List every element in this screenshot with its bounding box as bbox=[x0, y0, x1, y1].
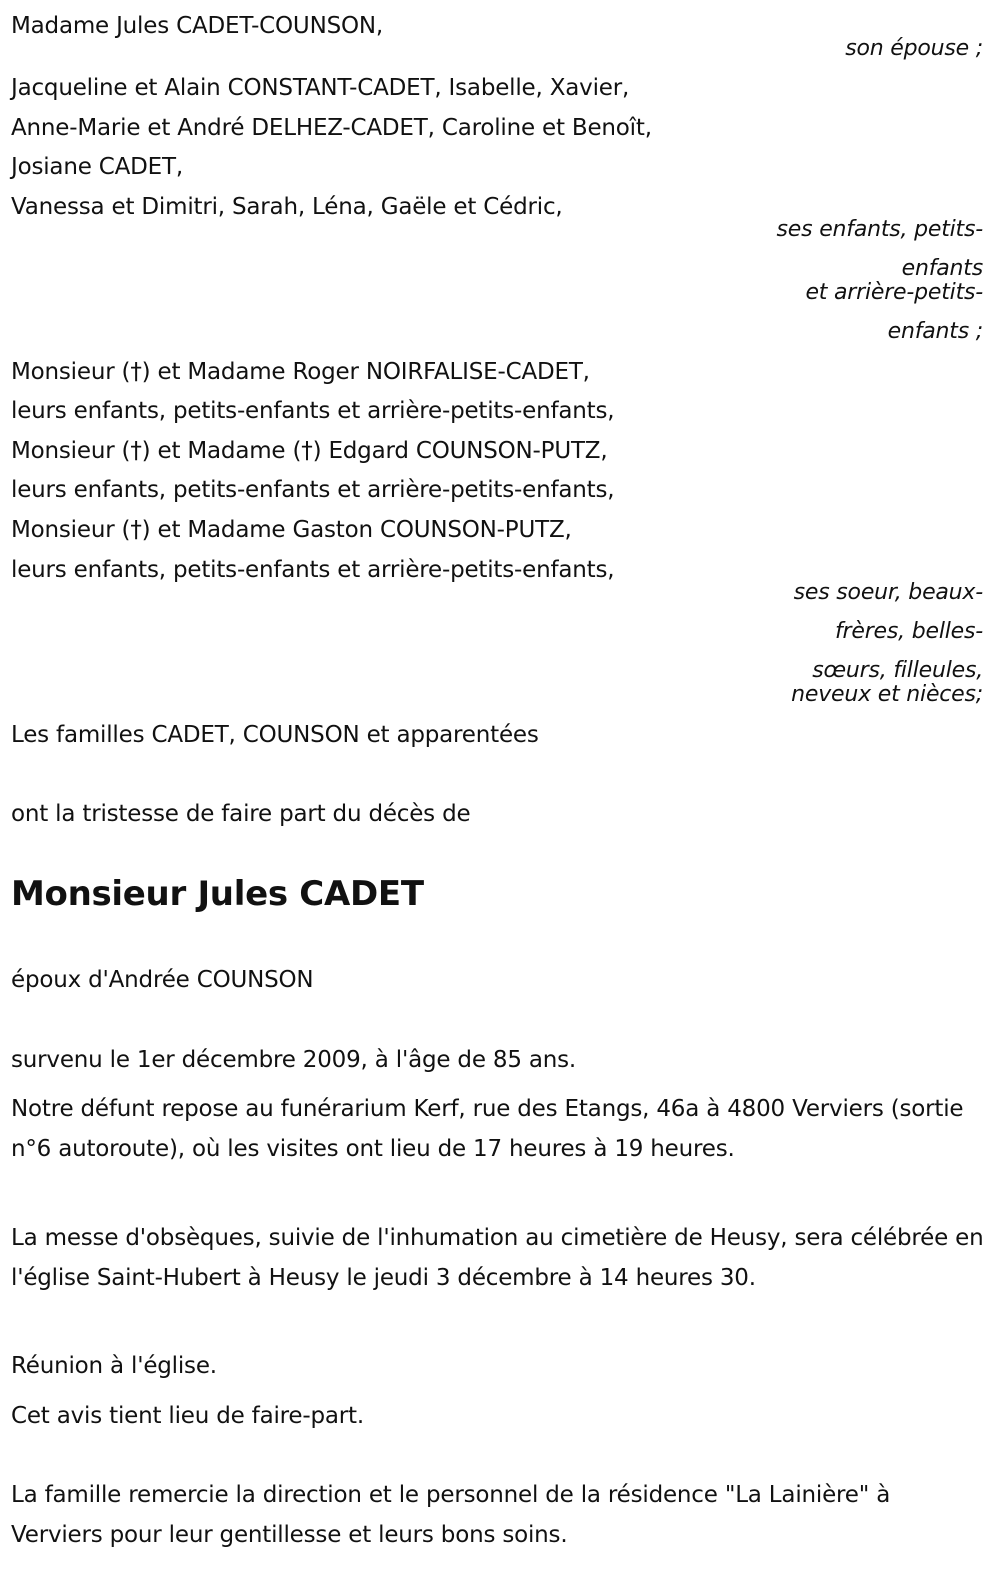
deceased-name-heading: Monsieur Jules CADET bbox=[11, 874, 424, 914]
children-line-3: Josiane CADET, bbox=[11, 154, 183, 180]
viewing-paragraph: Notre défunt repose au funérarium Kerf, rue des Etangs, 46a à 4800 Verviers (sortie n°6 autoroute), où les visites ont lieu de 17 heures à 19 heures. bbox=[11, 1096, 964, 1162]
spouse-name-line: Madame Jules CADET-COUNSON, bbox=[11, 13, 383, 39]
sibling-line-3: Monsieur (†) et Madame (†) Edgard COUNSON-PUTZ, bbox=[11, 438, 608, 464]
spouse-line: époux d'Andrée COUNSON bbox=[11, 967, 314, 993]
sibling-line-1: Monsieur (†) et Madame Roger NOIRFALISE-CADET, bbox=[11, 359, 590, 385]
sibling-line-5: Monsieur (†) et Madame Gaston COUNSON-PUTZ, bbox=[11, 517, 572, 543]
thanks-paragraph: La famille remercie la direction et le personnel de la résidence "La Lainière" à Verviers pour leur gentillesse et leurs bons soins. bbox=[11, 1482, 891, 1548]
relation-label-children-2: enfants bbox=[901, 256, 983, 281]
relation-label-children-4: enfants ; bbox=[887, 319, 983, 344]
funeral-paragraph: La messe d'obsèques, suivie de l'inhumation au cimetière de Heusy, sera célébrée en l'église Saint-Hubert à Heusy le jeudi 3 décembre à 14 heures 30. bbox=[11, 1225, 984, 1291]
meeting-line: Réunion à l'église. bbox=[11, 1353, 217, 1379]
announcement-line: ont la tristesse de faire part du décès de bbox=[11, 801, 471, 827]
relation-label-children-1: ses enfants, petits- bbox=[776, 217, 983, 242]
sibling-line-6: leurs enfants, petits-enfants et arrière-petits-enfants, bbox=[11, 557, 615, 583]
relation-label-siblings-2: frères, belles- bbox=[834, 619, 983, 644]
families-line: Les familles CADET, COUNSON et apparentées bbox=[11, 722, 539, 748]
sibling-line-2: leurs enfants, petits-enfants et arrière-petits-enfants, bbox=[11, 398, 615, 424]
children-line-1: Jacqueline et Alain CONSTANT-CADET, Isabelle, Xavier, bbox=[11, 75, 630, 101]
relation-label-siblings-4: neveux et nièces; bbox=[791, 682, 983, 707]
notice-line: Cet avis tient lieu de faire-part. bbox=[11, 1403, 364, 1429]
death-date-line: survenu le 1er décembre 2009, à l'âge de 85 ans. bbox=[11, 1047, 577, 1073]
relation-label-children-3: et arrière-petits- bbox=[805, 280, 983, 305]
children-line-2: Anne-Marie et André DELHEZ-CADET, Caroline et Benoît, bbox=[11, 115, 652, 141]
relation-label-spouse: son épouse ; bbox=[845, 36, 983, 61]
relation-label-siblings-3: sœurs, filleules, bbox=[812, 658, 983, 683]
relation-label-siblings-1: ses soeur, beaux- bbox=[793, 580, 983, 605]
children-line-4: Vanessa et Dimitri, Sarah, Léna, Gaële et Cédric, bbox=[11, 194, 563, 220]
sibling-line-4: leurs enfants, petits-enfants et arrière-petits-enfants, bbox=[11, 477, 615, 503]
